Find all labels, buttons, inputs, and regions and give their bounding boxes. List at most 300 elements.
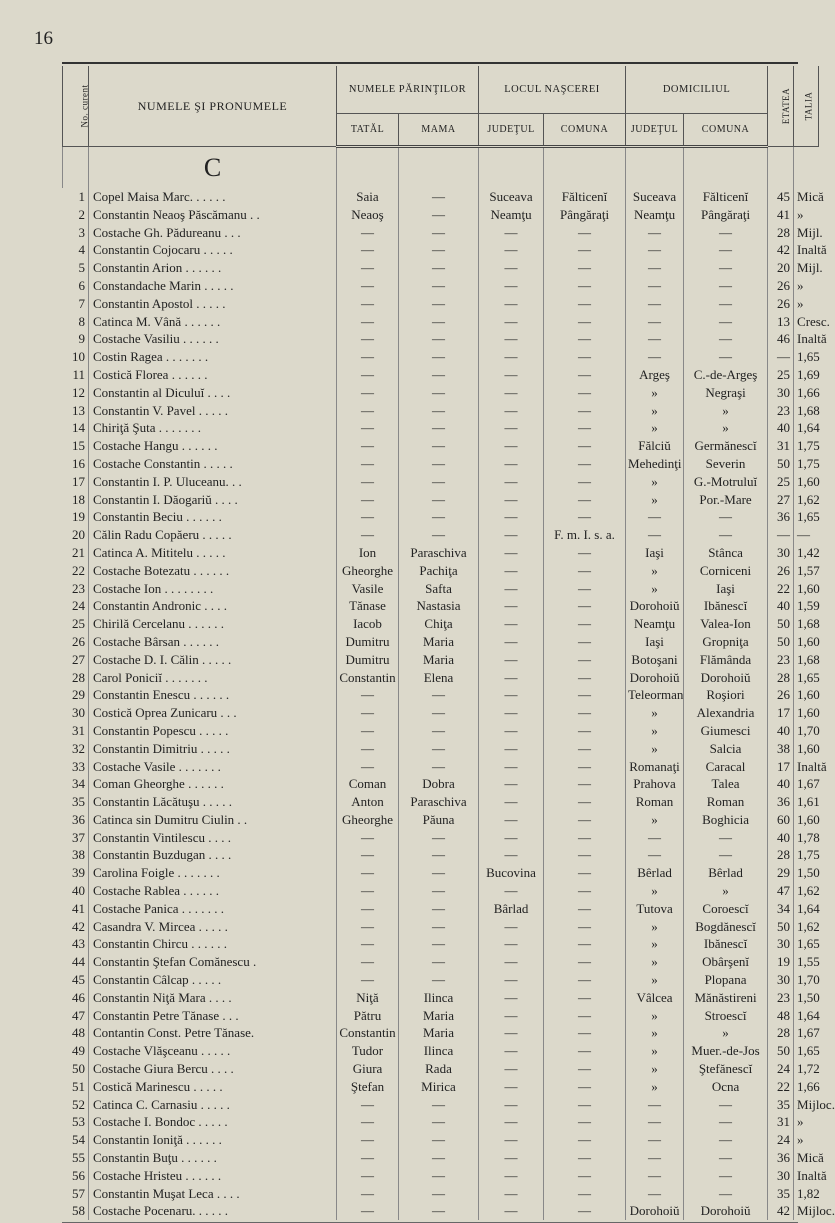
domicile-commune: — [684, 846, 768, 864]
table-row [63, 900, 819, 918]
birth-county: — [479, 935, 544, 953]
domicile-commune: — [684, 348, 768, 366]
height-value: 1,75 [794, 437, 819, 455]
birth-county: — [479, 971, 544, 989]
birth-commune: — [544, 419, 626, 437]
birth-county: — [479, 793, 544, 811]
table-row [63, 562, 819, 580]
age-value: 40 [768, 419, 794, 437]
age-value: 50 [768, 918, 794, 936]
birth-commune: — [544, 811, 626, 829]
person-name: Constantin Câlcap . . . . . [89, 971, 337, 989]
domicile-commune: C.-de-Argeş [684, 366, 768, 384]
age-value: 36 [768, 793, 794, 811]
height-value: Mijl. [794, 259, 819, 277]
mother-name: — [399, 473, 479, 491]
person-name: Costache Pocenaru. . . . . . [89, 1202, 337, 1220]
mother-name: — [399, 526, 479, 544]
person-name: Călin Radu Copăeru . . . . . [89, 526, 337, 544]
birth-county: — [479, 918, 544, 936]
birth-county: — [479, 562, 544, 580]
row-number: 5 [78, 260, 85, 276]
table-row [63, 1113, 819, 1131]
table-row [63, 775, 819, 793]
birth-commune: — [544, 508, 626, 526]
person-name: Constantin Popescu . . . . . [89, 722, 337, 740]
domicile-county: — [626, 1131, 684, 1149]
table-row [63, 544, 819, 562]
height-value: 1,75 [794, 846, 819, 864]
birth-commune: — [544, 295, 626, 313]
birth-county: — [479, 1024, 544, 1042]
person-name: Constantin Dimitriu . . . . . [89, 740, 337, 758]
domicile-commune: Ştefănescĭ [684, 1060, 768, 1078]
birth-county: — [479, 455, 544, 473]
birth-county: — [479, 758, 544, 776]
mother-name: — [399, 491, 479, 509]
father-name: — [337, 918, 399, 936]
age-value: 28 [768, 846, 794, 864]
birth-county: — [479, 669, 544, 687]
domicile-county: Neamţu [626, 615, 684, 633]
father-name: — [337, 508, 399, 526]
mother-name: — [399, 455, 479, 473]
birth-county: — [479, 402, 544, 420]
person-name: Catinca C. Carnasiu . . . . . [89, 1096, 337, 1114]
birth-commune: — [544, 491, 626, 509]
person-name: Constantin V. Pavel . . . . . [89, 402, 337, 420]
person-name: Chiriţă Şuta . . . . . . . [89, 419, 337, 437]
father-name: — [337, 1131, 399, 1149]
age-value: 60 [768, 811, 794, 829]
person-name: Constantin Lăcătuşu . . . . . [89, 793, 337, 811]
table-row [63, 864, 819, 882]
row-number: 41 [72, 900, 85, 916]
birth-county: — [479, 526, 544, 544]
height-value: » [794, 1113, 819, 1131]
table-row [63, 1185, 819, 1203]
domicile-county: Iaşi [626, 544, 684, 562]
age-value: 26 [768, 295, 794, 313]
table-row [63, 295, 819, 313]
row-number: 21 [72, 544, 85, 560]
birth-county: — [479, 259, 544, 277]
register-page [62, 62, 835, 1223]
domicile-commune: — [684, 330, 768, 348]
row-number: 12 [72, 384, 85, 400]
birth-county: — [479, 740, 544, 758]
birth-county: — [479, 1149, 544, 1167]
row-number: 31 [72, 722, 85, 738]
birth-commune: — [544, 1113, 626, 1131]
row-number: 3 [78, 224, 85, 240]
birth-commune: — [544, 704, 626, 722]
domicile-commune: Obârşenĭ [684, 953, 768, 971]
domicile-county: » [626, 971, 684, 989]
height-value: 1,65 [794, 348, 819, 366]
person-name: Catinca M. Vână . . . . . . [89, 313, 337, 331]
domicile-commune: — [684, 1149, 768, 1167]
mother-name: — [399, 206, 479, 224]
table-row [63, 846, 819, 864]
mother-name: — [399, 259, 479, 277]
height-value: 1,65 [794, 508, 819, 526]
table-row [63, 615, 819, 633]
father-name: Constantin [337, 1024, 399, 1042]
row-number: 24 [72, 598, 85, 614]
father-name: — [337, 686, 399, 704]
domicile-commune: — [684, 508, 768, 526]
domicile-commune: G.-Motruluĭ [684, 473, 768, 491]
height-value: 1,69 [794, 366, 819, 384]
table-row [63, 651, 819, 669]
domicile-commune: — [684, 277, 768, 295]
mother-name: Maria [399, 1024, 479, 1042]
domicile-county: Dorohoiŭ [626, 1202, 684, 1220]
domicile-commune: Gropniţa [684, 633, 768, 651]
birth-county: — [479, 1096, 544, 1114]
height-value: Inaltă [794, 1167, 819, 1185]
birth-commune: — [544, 633, 626, 651]
col-header-height: TALIA [794, 66, 819, 147]
table-row [63, 508, 819, 526]
row-number: 43 [72, 936, 85, 952]
birth-county: Neamţu [479, 206, 544, 224]
person-name: Constantin Chircu . . . . . . [89, 935, 337, 953]
father-name: — [337, 1167, 399, 1185]
person-name: Costică Florea . . . . . . [89, 366, 337, 384]
col-header-dom-county: JUDEŢUL [626, 114, 684, 147]
domicile-commune: » [684, 402, 768, 420]
person-name: Constantin Neaoş Păscămanu . . [89, 206, 337, 224]
table-row [63, 366, 819, 384]
domicile-county: — [626, 1096, 684, 1114]
person-name: Carol Poniciĭ . . . . . . . [89, 669, 337, 687]
height-value: 1,70 [794, 722, 819, 740]
birth-county: Bucovina [479, 864, 544, 882]
section-row [63, 147, 819, 189]
mother-name: Safta [399, 580, 479, 598]
table-row [63, 1167, 819, 1185]
table-row [63, 1060, 819, 1078]
age-value: 40 [768, 829, 794, 847]
birth-commune: — [544, 686, 626, 704]
height-value: 1,75 [794, 455, 819, 473]
birth-commune: — [544, 793, 626, 811]
table-row [63, 829, 819, 847]
register-table [62, 66, 835, 1220]
domicile-commune: » [684, 419, 768, 437]
birth-county: — [479, 1167, 544, 1185]
birth-county: — [479, 829, 544, 847]
father-name: — [337, 437, 399, 455]
table-row [63, 455, 819, 473]
height-value: Cresc. [794, 313, 819, 331]
domicile-commune: Alexandria [684, 704, 768, 722]
height-value: Mică [794, 1149, 819, 1167]
age-value: 47 [768, 882, 794, 900]
row-number: 51 [72, 1078, 85, 1094]
father-name: Neaoş [337, 206, 399, 224]
domicile-commune: — [684, 1096, 768, 1114]
father-name: Giura [337, 1060, 399, 1078]
row-number: 17 [72, 473, 85, 489]
person-name: Casandra V. Mircea . . . . . [89, 918, 337, 936]
age-value: 28 [768, 669, 794, 687]
domicile-commune: Plopana [684, 971, 768, 989]
table-row [63, 1078, 819, 1096]
row-number: 27 [72, 651, 85, 667]
row-number: 33 [72, 758, 85, 774]
birth-county: — [479, 330, 544, 348]
mother-name: Elena [399, 669, 479, 687]
height-value: 1,50 [794, 864, 819, 882]
row-number: 1 [78, 189, 85, 204]
domicile-county: Prahova [626, 775, 684, 793]
table-row [63, 206, 819, 224]
col-header-parents: NUMELE PĂRINŢILOR [337, 66, 479, 114]
domicile-commune: Roman [684, 793, 768, 811]
birth-county: — [479, 615, 544, 633]
row-number: 6 [78, 277, 85, 293]
birth-commune: — [544, 402, 626, 420]
domicile-county: » [626, 918, 684, 936]
birth-commune: — [544, 330, 626, 348]
mother-name: — [399, 846, 479, 864]
row-number: 8 [78, 313, 85, 329]
height-value: 1,65 [794, 1042, 819, 1060]
domicile-commune: Bêrlad [684, 864, 768, 882]
top-rule [62, 62, 798, 64]
row-number: 10 [72, 349, 85, 365]
father-name: Iacob [337, 615, 399, 633]
row-number: 28 [72, 669, 85, 685]
age-value: 19 [768, 953, 794, 971]
height-value: » [794, 295, 819, 313]
row-number: 25 [72, 616, 85, 632]
father-name: — [337, 313, 399, 331]
birth-commune: — [544, 1060, 626, 1078]
height-value: Inaltă [794, 758, 819, 776]
col-header-name: NUMELE ŞI PRONUMELE [89, 66, 337, 147]
col-header-birth-commune: COMUNA [544, 114, 626, 147]
father-name: — [337, 277, 399, 295]
domicile-commune: Mănăstireni [684, 989, 768, 1007]
height-value: 1,64 [794, 1007, 819, 1025]
row-number: 50 [72, 1061, 85, 1077]
father-name: — [337, 384, 399, 402]
height-value: » [794, 1131, 819, 1149]
mother-name: — [399, 508, 479, 526]
domicile-commune: — [684, 259, 768, 277]
age-value: 28 [768, 224, 794, 242]
age-value: — [768, 348, 794, 366]
height-value: 1,72 [794, 1060, 819, 1078]
table-row [63, 758, 819, 776]
table-row [63, 313, 819, 331]
col-header-mother: MAMA [399, 114, 479, 147]
birth-commune: — [544, 562, 626, 580]
mother-name: Păuna [399, 811, 479, 829]
birth-commune: — [544, 259, 626, 277]
age-value: — [768, 526, 794, 544]
height-value: — [794, 526, 819, 544]
age-value: 28 [768, 1024, 794, 1042]
table-row [63, 277, 819, 295]
age-value: 22 [768, 1078, 794, 1096]
birth-commune: — [544, 384, 626, 402]
domicile-county: » [626, 580, 684, 598]
height-value: 1,62 [794, 918, 819, 936]
domicile-county: » [626, 384, 684, 402]
domicile-county: » [626, 1042, 684, 1060]
domicile-commune: Bogdănescĭ [684, 918, 768, 936]
mother-name: — [399, 402, 479, 420]
domicile-county: Tutova [626, 900, 684, 918]
father-name: Dumitru [337, 651, 399, 669]
mother-name: — [399, 348, 479, 366]
col-header-age: ETATEA [768, 66, 794, 147]
domicile-commune: Ocna [684, 1078, 768, 1096]
birth-commune: — [544, 313, 626, 331]
row-number: 2 [78, 206, 85, 222]
birth-commune: — [544, 900, 626, 918]
father-name: — [337, 1096, 399, 1114]
height-value: 1,64 [794, 900, 819, 918]
age-value: 31 [768, 437, 794, 455]
domicile-commune: — [684, 1113, 768, 1131]
age-value: 22 [768, 580, 794, 598]
age-value: 50 [768, 1042, 794, 1060]
domicile-county: » [626, 740, 684, 758]
mother-name: — [399, 224, 479, 242]
row-number: 44 [72, 954, 85, 970]
age-value: 30 [768, 544, 794, 562]
domicile-commune: Por.-Mare [684, 491, 768, 509]
person-name: Costache Rablea . . . . . . [89, 882, 337, 900]
birth-county: — [479, 224, 544, 242]
table-row [63, 597, 819, 615]
birth-commune: — [544, 455, 626, 473]
domicile-commune: Roşiori [684, 686, 768, 704]
father-name: — [337, 864, 399, 882]
height-value: 1,67 [794, 775, 819, 793]
birth-county: — [479, 882, 544, 900]
person-name: Costache Bârsan . . . . . . [89, 633, 337, 651]
mother-name: — [399, 1096, 479, 1114]
domicile-county: Romanaţi [626, 758, 684, 776]
person-name: Constantin Andronic . . . . [89, 597, 337, 615]
domicile-commune: — [684, 295, 768, 313]
birth-commune: — [544, 1096, 626, 1114]
person-name: Chirilă Cercelanu . . . . . . [89, 615, 337, 633]
age-value: 50 [768, 455, 794, 473]
age-value: 40 [768, 722, 794, 740]
col-header-dom-commune: COMUNA [684, 114, 768, 147]
domicile-county: » [626, 562, 684, 580]
age-value: 45 [768, 188, 794, 206]
mother-name: — [399, 1149, 479, 1167]
birth-commune: — [544, 241, 626, 259]
mother-name: Paraschiva [399, 544, 479, 562]
height-value: Mică [794, 188, 819, 206]
table-row [63, 491, 819, 509]
person-name: Constantin Petre Tănase . . . [89, 1007, 337, 1025]
domicile-county: Mehedinţi [626, 455, 684, 473]
person-name: Costache Giura Bercu . . . . [89, 1060, 337, 1078]
mother-name: Maria [399, 1007, 479, 1025]
birth-county: — [479, 1007, 544, 1025]
mother-name: — [399, 882, 479, 900]
mother-name: — [399, 829, 479, 847]
father-name: — [337, 455, 399, 473]
person-name: Constantin Niţă Mara . . . . [89, 989, 337, 1007]
domicile-county: » [626, 953, 684, 971]
birth-county: — [479, 1078, 544, 1096]
person-name: Catinca sin Dumitru Ciulin . . [89, 811, 337, 829]
father-name: Gheorghe [337, 811, 399, 829]
father-name: — [337, 419, 399, 437]
mother-name: — [399, 295, 479, 313]
mother-name: — [399, 740, 479, 758]
mother-name: — [399, 313, 479, 331]
age-value: 41 [768, 206, 794, 224]
birth-commune: — [544, 846, 626, 864]
birth-county: — [479, 686, 544, 704]
mother-name: Rada [399, 1060, 479, 1078]
domicile-commune: Corniceni [684, 562, 768, 580]
birth-county: — [479, 580, 544, 598]
father-name: — [337, 295, 399, 313]
age-value: 40 [768, 775, 794, 793]
mother-name: Dobra [399, 775, 479, 793]
row-number: 16 [72, 455, 85, 471]
domicile-county: Iaşi [626, 633, 684, 651]
age-value: 13 [768, 313, 794, 331]
birth-commune: — [544, 615, 626, 633]
age-value: 29 [768, 864, 794, 882]
row-number: 35 [72, 794, 85, 810]
age-value: 40 [768, 597, 794, 615]
birth-county: — [479, 704, 544, 722]
father-name: Gheorghe [337, 562, 399, 580]
domicile-county: — [626, 1185, 684, 1203]
table-row [63, 402, 819, 420]
father-name: — [337, 900, 399, 918]
father-name: — [337, 366, 399, 384]
birth-commune: — [544, 1185, 626, 1203]
person-name: Constantin I. P. Uluceanu. . . [89, 473, 337, 491]
height-value: 1,60 [794, 686, 819, 704]
mother-name: — [399, 1167, 479, 1185]
row-number: 29 [72, 687, 85, 703]
mother-name: — [399, 935, 479, 953]
father-name: — [337, 829, 399, 847]
height-value: Mijl. [794, 224, 819, 242]
birth-commune: — [544, 935, 626, 953]
age-value: 36 [768, 1149, 794, 1167]
table-row [63, 1042, 819, 1060]
birth-county: — [479, 722, 544, 740]
father-name: Niţă [337, 989, 399, 1007]
height-value: 1,42 [794, 544, 819, 562]
birth-commune: — [544, 829, 626, 847]
domicile-county: » [626, 419, 684, 437]
mother-name: — [399, 1131, 479, 1149]
domicile-commune: Talea [684, 775, 768, 793]
domicile-county: — [626, 313, 684, 331]
col-header-father: TATĂL [337, 114, 399, 147]
